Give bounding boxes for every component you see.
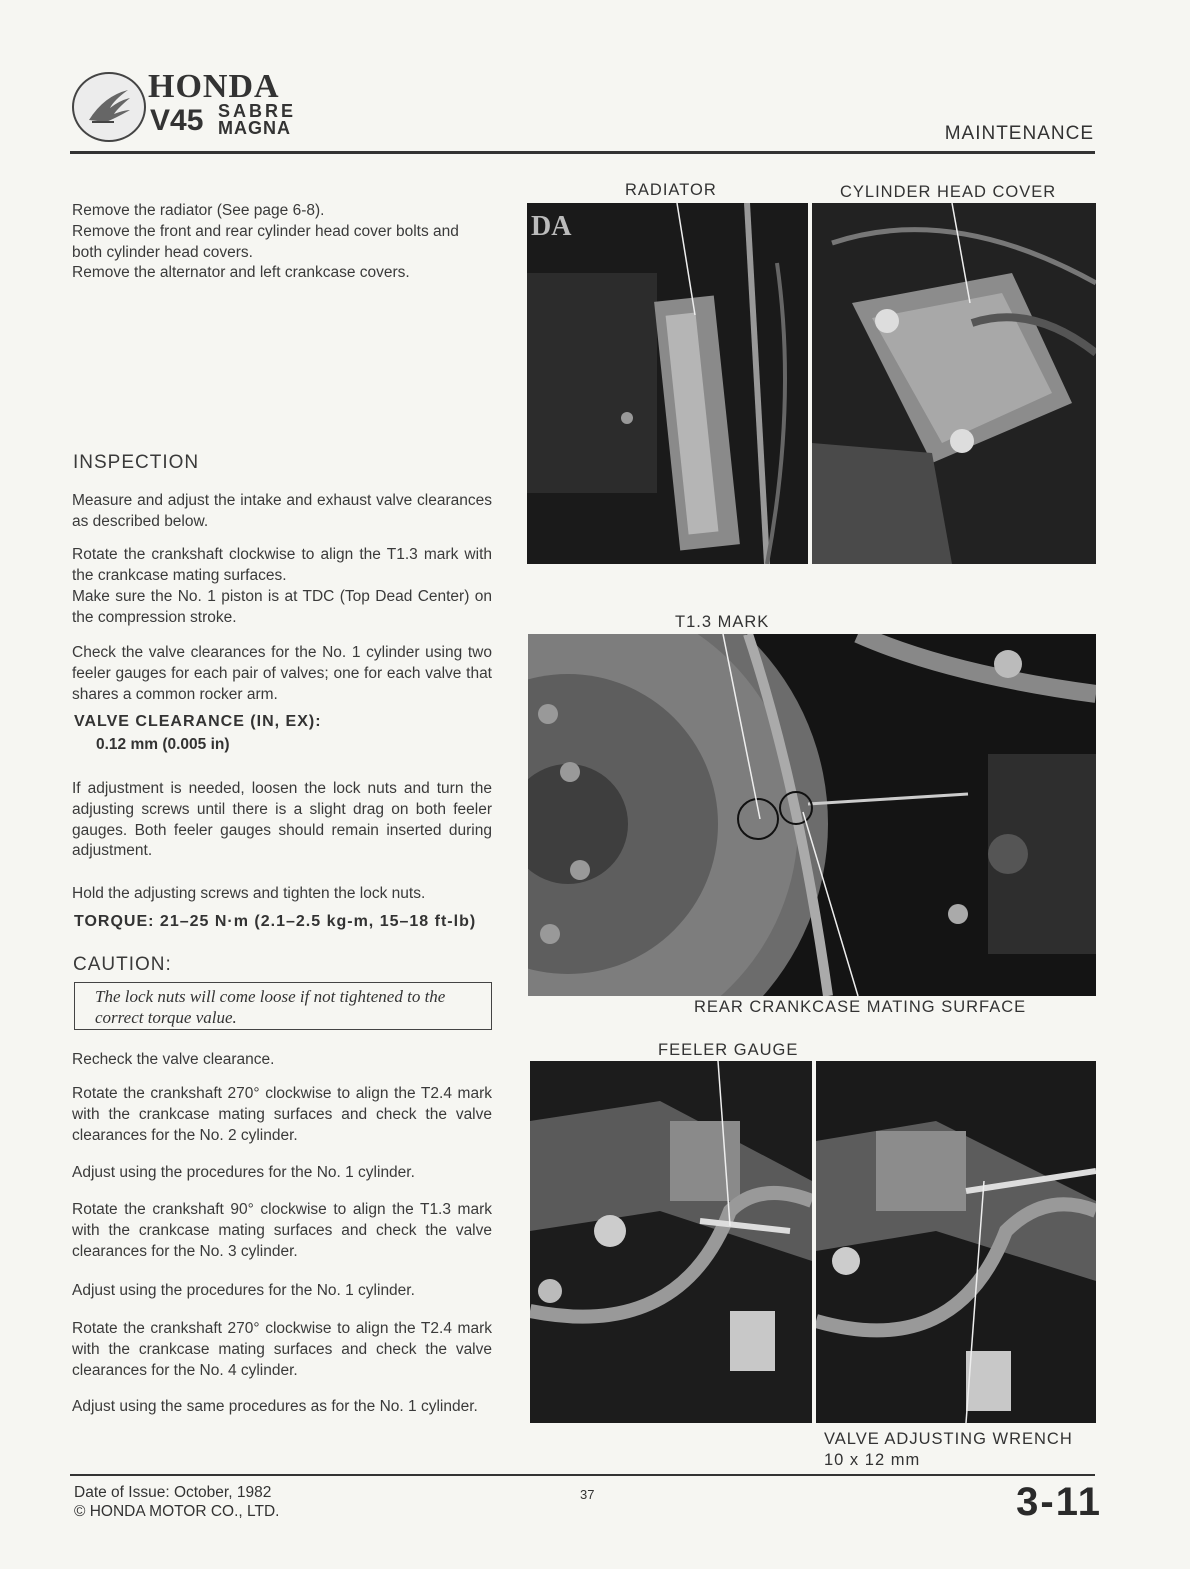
radiator-label: RADIATOR <box>625 181 717 199</box>
adjust-note-3: Adjust using the same procedures as for the No. 1 cylinder. <box>72 1398 478 1415</box>
intro-line-3: Remove the alternator and left crankcase covers. <box>72 264 410 282</box>
model-name: V45 <box>150 104 204 137</box>
footer-divider <box>70 1474 1095 1476</box>
rear-crankcase-label: REAR CRANKCASE MATING SURFACE <box>694 998 1027 1016</box>
wing-icon <box>84 86 134 128</box>
inspection-para-5: Hold the adjusting screws and tighten the lock nuts. <box>72 885 426 902</box>
section-title: MAINTENANCE <box>944 123 1094 144</box>
valve-clearance-label: VALVE CLEARANCE (IN, EX): <box>74 713 322 730</box>
page-code: 3-11 <box>1016 1480 1102 1524</box>
radiator-photo <box>527 203 808 564</box>
adjust-note-1: Adjust using the procedures for the No. 1 cylinder. <box>72 1164 415 1181</box>
valve-wrench-size: 10 x 12 mm <box>824 1451 921 1469</box>
caution-heading: CAUTION: <box>73 954 172 975</box>
valve-wrench-photo <box>816 1061 1096 1423</box>
inspection-para-4: If adjustment is needed, loosen the lock nuts and turn the adjusting screws until there is a slight drag on both feeler gauges. Both feeler gauges should remain inserted during adjustment. <box>72 780 492 860</box>
svg-text:DA: DA <box>531 211 572 242</box>
torque-spec: TORQUE: 21–25 N·m (2.1–2.5 kg-m, 15–18 ft-lb) <box>74 913 477 930</box>
caution-text: The lock nuts will come loose if not tightened to the correct torque value. <box>95 987 446 1027</box>
model-variant-sabre: SABRE <box>218 101 297 121</box>
t13-mark-photo <box>528 634 1096 996</box>
feeler-gauge-label: FEELER GAUGE <box>658 1041 799 1059</box>
intro-instructions <box>72 201 492 284</box>
cylinder-head-cover-label: CYLINDER HEAD COVER <box>840 183 1057 201</box>
step-cylinder-4: Rotate the crankshaft 270° clockwise to align the T2.4 mark with the crankcase mating surfaces and check the valve clearances for the No. 4 cylinder. <box>72 1320 492 1379</box>
issue-date: Date of Issue: October, 1982 <box>74 1484 272 1501</box>
brand-name: HONDA <box>148 68 280 105</box>
inspection-para-2b: Make sure the No. 1 piston is at TDC (Top Dead Center) on the compression stroke. <box>72 588 492 626</box>
step-cylinder-3: Rotate the crankshaft 90° clockwise to align the T1.3 mark with the crankcase mating surfaces and check the valve clearances for the No. 3 cylinder. <box>72 1201 492 1260</box>
valve-wrench-label: VALVE ADJUSTING WRENCH <box>824 1430 1073 1448</box>
inspection-para-2a: Rotate the crankshaft clockwise to align the T1.3 mark with the crankcase mating surfaces. <box>72 546 492 584</box>
inspection-para-3: Check the valve clearances for the No. 1 cylinder using two feeler gauges for each pair of valves; one for each valve that shares a common rocker arm. <box>72 644 492 703</box>
intro-line-1: Remove the radiator (See page 6-8). <box>72 202 325 219</box>
header-divider <box>70 151 1095 154</box>
caution-box <box>74 982 492 1030</box>
page-number: 37 <box>580 1487 595 1502</box>
step-cylinder-2: Rotate the crankshaft 270° clockwise to align the T2.4 mark with the crankcase mating surfaces and check the valve clearances for the No. 2 cylinder. <box>72 1085 492 1144</box>
cylinder-head-cover-photo <box>812 203 1096 564</box>
feeler-gauge-photo <box>530 1061 812 1423</box>
model-variant-magna: MAGNA <box>218 118 291 138</box>
recheck-text: Recheck the valve clearance. <box>72 1051 275 1068</box>
adjust-note-2: Adjust using the procedures for the No. 1 cylinder. <box>72 1282 415 1299</box>
intro-line-2: Remove the front and rear cylinder head cover bolts and both cylinder head covers. <box>72 222 459 261</box>
honda-wing-logo <box>72 72 146 142</box>
valve-clearance-value: 0.12 mm (0.005 in) <box>96 736 230 753</box>
inspection-para-1: Measure and adjust the intake and exhaust valve clearances as described below. <box>72 492 492 530</box>
copyright: © HONDA MOTOR CO., LTD. <box>74 1503 280 1520</box>
t13-mark-label: T1.3 MARK <box>675 613 770 631</box>
inspection-heading: INSPECTION <box>73 452 200 473</box>
